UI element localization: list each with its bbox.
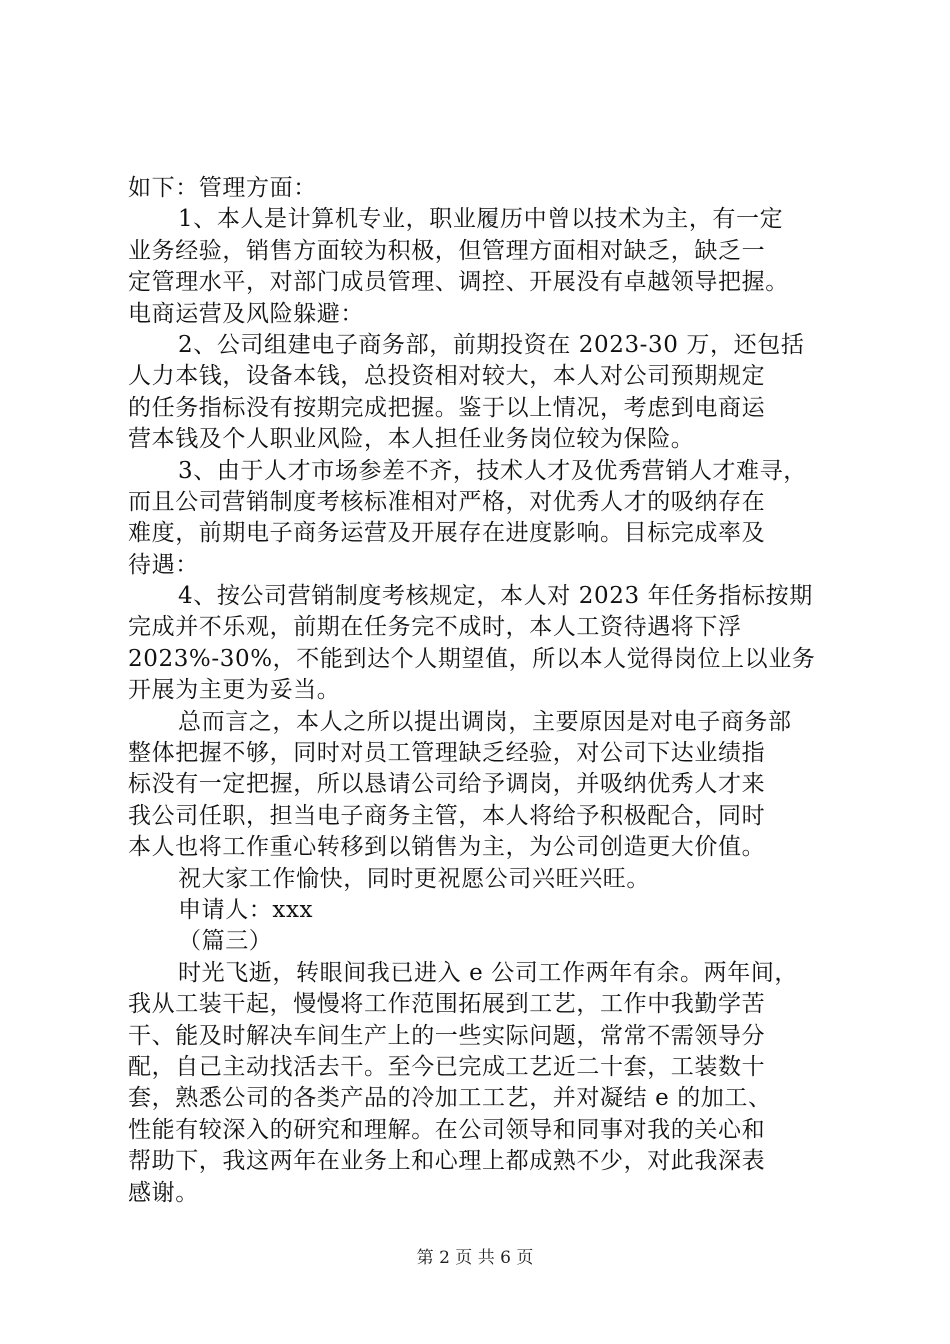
text-line: 标没有一定把握，所以恳请公司给予调岗，并吸纳优秀人才来 — [128, 771, 766, 798]
text-line: 定管理水平，对部门成员管理、调控、开展没有卓越领导把握。 — [128, 269, 789, 296]
text-line: 营本钱及个人职业风险，本人担任业务岗位较为保险。 — [128, 426, 695, 453]
text-line: 干、能及时解决车间生产上的一些实际问题，常常不需领导分 — [128, 1022, 766, 1049]
text-line: 2、公司组建电子商务部，前期投资在 2023-30 万，还包括 — [178, 331, 805, 358]
signature-line: 申请人：xxx — [178, 896, 314, 923]
text-line: 4、按公司营销制度考核规定，本人对 2023 年任务指标按期 — [178, 583, 813, 610]
text-line: 整体把握不够，同时对员工管理缺乏经验，对公司下达业绩指 — [128, 740, 766, 767]
section-heading: （篇三） — [178, 928, 273, 955]
text-line: 套，熟悉公司的各类产品的冷加工工艺，并对凝结 e 的加工、 — [128, 1085, 772, 1112]
text-line: 而且公司营销制度考核标准相对严格，对优秀人才的吸纳存在 — [128, 488, 766, 515]
text-line: 业务经验，销售方面较为积极，但管理方面相对缺乏，缺乏一 — [128, 237, 766, 264]
text-line: 总而言之，本人之所以提出调岗，主要原因是对电子商务部 — [178, 708, 792, 735]
text-line: 开展为主更为妥当。 — [128, 677, 341, 704]
document-body — [128, 173, 848, 1209]
text-line: 待遇： — [128, 551, 199, 578]
text-line: 配，自己主动找活去干。至今已完成工艺近二十套，工装数十 — [128, 1053, 766, 1080]
text-line: 时光飞逝，转眼间我已进入 e 公司工作两年有余。两年间， — [178, 959, 799, 986]
text-line: 3、由于人才市场参差不齐，技术人才及优秀营销人才难寻， — [178, 457, 807, 484]
text-line: 本人也将工作重心转移到以销售为主，为公司创造更大价值。 — [128, 834, 766, 861]
text-line: 的任务指标没有按期完成把握。鉴于以上情况，考虑到电商运 — [128, 394, 766, 421]
text-line: 我公司任职，担当电子商务主管，本人将给予积极配合，同时 — [128, 802, 766, 829]
text-line: 难度，前期电子商务运营及开展存在进度影响。目标完成率及 — [128, 520, 766, 547]
text-line: 我从工装干起，慢慢将工作范围拓展到工艺，工作中我勤学苦 — [128, 991, 766, 1018]
text-line: 2023%-30%，不能到达个人期望值，所以本人觉得岗位上以业务 — [128, 645, 816, 672]
page-number-footer: 第 2 页 共 6 页 — [416, 1248, 534, 1268]
text-line: 1、本人是计算机专业，职业履历中曾以技术为主，有一定 — [178, 206, 784, 233]
text-line: 电商运营及风险躲避： — [128, 300, 364, 327]
text-line: 如下：管理方面： — [128, 175, 317, 201]
text-line: 性能有较深入的研究和理解。在公司领导和同事对我的关心和 — [128, 1116, 766, 1143]
text-line: 人力本钱，设备本钱，总投资相对较大，本人对公司预期规定 — [128, 363, 766, 390]
text-line: 感谢。 — [128, 1179, 199, 1206]
text-line: 帮助下，我这两年在业务上和心理上都成熟不少，对此我深表 — [128, 1148, 766, 1175]
text-line: 祝大家工作愉快，同时更祝愿公司兴旺兴旺。 — [178, 865, 650, 892]
text-line: 完成并不乐观，前期在任务完不成时，本人工资待遇将下浮 — [128, 614, 742, 641]
